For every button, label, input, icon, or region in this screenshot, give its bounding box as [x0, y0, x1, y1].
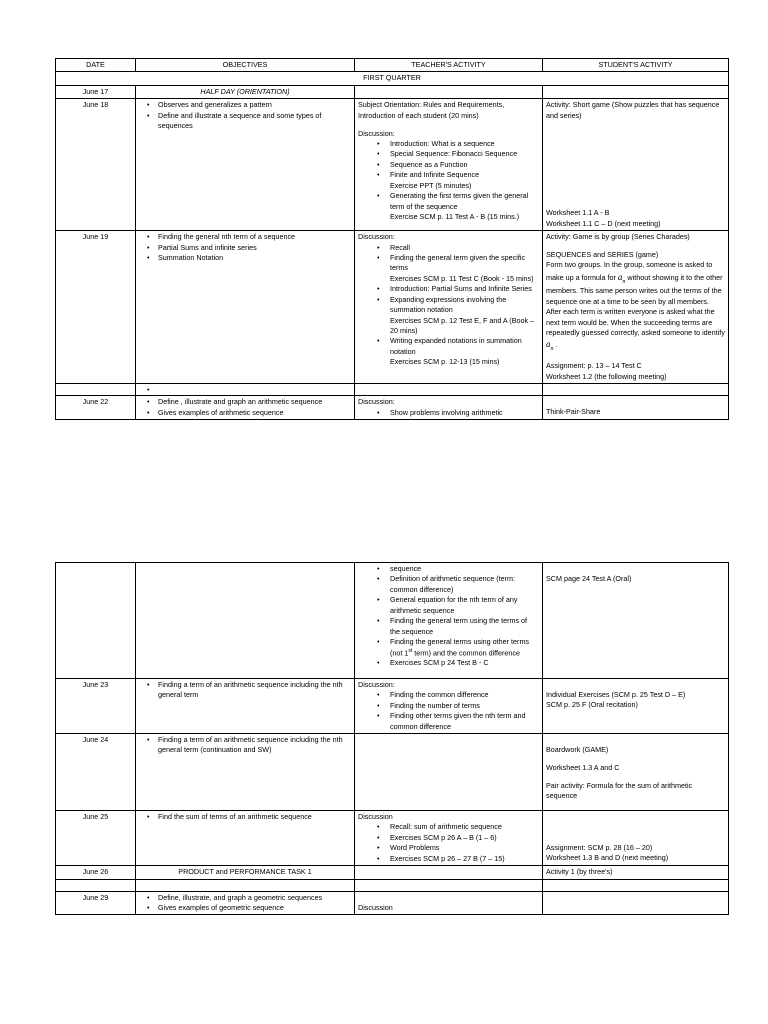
- header-date: DATE: [56, 59, 136, 72]
- list-item: • Exercises SCM p 24 Test B - C: [390, 658, 539, 668]
- list-item: • Find the sum of terms of an arithmetic sequence: [158, 812, 351, 822]
- list-item: • Special Sequence: Fibonacci Sequence: [390, 149, 539, 159]
- list-item: • Expanding expressions involving the summation notation Exercises SCM p. 12 Test E, F and A (Book – 20 mins): [390, 295, 539, 337]
- list-item: • Partial Sums and infinite series: [158, 243, 351, 253]
- student-cell: [543, 384, 729, 396]
- list-item: • Finding the general term using the terms of the sequence: [390, 616, 539, 637]
- objectives-cell: [136, 231, 355, 384]
- date-cell: June 19: [56, 231, 136, 384]
- header-row: [56, 59, 729, 72]
- table-row: [56, 384, 729, 396]
- header-student-activity: STUDENT'S ACTIVITY: [543, 59, 729, 72]
- game-title: SEQUENCES and SERIES (game): [546, 249, 659, 259]
- objectives-cell: [136, 733, 355, 810]
- student-activity: Activity 1 (by three's): [543, 866, 729, 879]
- teacher-cell: [355, 99, 543, 231]
- teacher-cell: [355, 678, 543, 733]
- list-item: • Show problems involving arithmetic: [390, 408, 539, 418]
- objectives-cell: [136, 99, 355, 231]
- discussion-label: Discussion:: [358, 232, 395, 242]
- table-row: [56, 879, 729, 891]
- worksheet-line: Worksheet 1.2 (the following meeting): [546, 371, 667, 381]
- date-cell: June 22: [56, 396, 136, 420]
- game-text: without showing it to the other members. This same person writes out the terms of the sequence one at a time to be seen by all members. After each term is written everyone is asked what the next term would be. When the succeeding terms are repeatedly guessed correctly, asked someone to identify: [546, 272, 725, 337]
- list-item: • sequence: [390, 564, 539, 574]
- table-row: [56, 810, 729, 865]
- orientation-note: HALF DAY (ORIENTATION): [136, 85, 355, 98]
- student-cell: [543, 733, 729, 810]
- performance-task: PRODUCT and PERFORMANCE TASK 1: [136, 866, 355, 879]
- student-activity: Activity: Game is by group (Series Charades): [546, 232, 690, 242]
- student-cell: [543, 678, 729, 733]
- student-line: Individual Exercises (SCM p. 25 Test D – E): [546, 689, 686, 699]
- list-item: • Finding a term of an arithmetic sequence including the nth general term: [158, 680, 351, 701]
- a-n-symbol: $a_n$: [546, 339, 554, 353]
- assignment-line: Assignment: p. 13 – 14 Test C: [546, 361, 642, 371]
- discussion-label: Discussion: [358, 902, 393, 912]
- list-item: • Gives examples of geometric sequence: [158, 903, 351, 913]
- list-item: • Finding the general nth term of a sequence: [158, 232, 351, 242]
- list-item: • Definition of arithmetic sequence (term: common difference): [390, 574, 539, 595]
- teacher-cell: [355, 85, 543, 98]
- list-item: • Finding the number of terms: [390, 701, 539, 711]
- list-item: • Observes and generalizes a pattern: [158, 100, 351, 110]
- student-line: Assignment: SCM p. 28 (16 – 20): [546, 842, 653, 852]
- student-cell: [543, 810, 729, 865]
- teacher-cell: [355, 384, 543, 396]
- list-item: • Recall: [390, 243, 539, 253]
- date-cell: [56, 384, 136, 396]
- teacher-intro: Subject Orientation: Rules and Requirements, Introduction of each student (20 mins): [358, 100, 505, 120]
- table-row: [56, 733, 729, 810]
- list-item: • Define and illustrate a sequence and some types of sequences: [158, 111, 351, 132]
- student-line: Boardwork (GAME): [546, 744, 609, 754]
- table-row: [56, 678, 729, 733]
- list-item: • Finding the common difference: [390, 690, 539, 700]
- table-row: [56, 231, 729, 384]
- student-activity: SCM page 24 Test A (Oral): [546, 574, 632, 583]
- list-item: • Generating the first terms given the general term of the sequence Exercise SCM p. 11 Test A - B (15 mins.): [390, 191, 539, 222]
- header-teacher-activity: TEACHER'S ACTIVITY: [355, 59, 543, 72]
- discussion-label: Discussion:: [358, 679, 395, 689]
- teacher-cell: [355, 810, 543, 865]
- student-activity: Activity: Short game (Show puzzles that has sequence and series): [546, 100, 720, 120]
- list-item: • Define, illustrate, and graph a geometric sequences: [158, 893, 351, 903]
- date-cell: June 25: [56, 810, 136, 865]
- list-item: • Sequence as a Function: [390, 160, 539, 170]
- table-row: [56, 396, 729, 420]
- date-cell: June 29: [56, 891, 136, 915]
- objectives-cell: [136, 678, 355, 733]
- student-cell: [543, 85, 729, 98]
- quarter-label: FIRST QUARTER: [56, 72, 729, 85]
- list-item: • Exercises SCM p 26 A – B (1 – 6): [390, 833, 539, 843]
- table-row: [56, 563, 729, 679]
- list-item: • Writing expanded notations in summation notation Exercises SCM p. 12-13 (15 mins): [390, 336, 539, 367]
- list-item: • Finding a term of an arithmetic sequence including the nth general term (continuation and SW): [158, 735, 351, 756]
- table-row: [56, 99, 729, 231]
- objectives-cell: [136, 879, 355, 891]
- date-cell: June 18: [56, 99, 136, 231]
- list-item: • Introduction: Partial Sums and Infinite Series: [390, 284, 539, 294]
- list-item: • General equation for the nth term of any arithmetic sequence: [390, 595, 539, 616]
- teacher-cell: [355, 231, 543, 384]
- a-n-symbol: $a_n$: [617, 271, 626, 285]
- student-cell: [543, 396, 729, 420]
- teacher-cell: [355, 879, 543, 891]
- date-cell: June 24: [56, 733, 136, 810]
- objectives-cell: [136, 384, 355, 396]
- student-line: Worksheet 1.3 B and D (next meeting): [546, 853, 669, 863]
- date-cell: June 17: [56, 85, 136, 98]
- list-item: • Finding other terms given the nth term and common difference: [390, 711, 539, 732]
- list-item: • Word Problems: [390, 843, 539, 853]
- student-activity: Think-Pair-Share: [546, 407, 601, 417]
- list-item: • Finding the general term given the specific terms Exercises SCM p. 11 Test C (Book - 15 mins): [390, 253, 539, 284]
- student-cell: Activity: Game is by group (Series Charades) SEQUENCES and SERIES (game) Form two groups. In the group, someone is asked to make up a formula for $a_n$ without showing it to the other members. This same person writes out the terms of the sequence one at a time to be seen by all members. After each term is written everyone is asked what the next term would be. When the succeeding terms are repeatedly guessed correctly, asked someone to identify $a_n$ . Assignment: p. 13 – 14 Test C Worksheet 1.2 (the following meeting): [543, 231, 729, 384]
- student-line: SCM p. 25 F (Oral recitation): [546, 700, 638, 710]
- objectives-cell: [136, 563, 355, 679]
- date-cell: June 26: [56, 866, 136, 879]
- teacher-cell: [355, 866, 543, 879]
- date-cell: [56, 879, 136, 891]
- student-cell: [543, 879, 729, 891]
- table-row: [56, 85, 729, 98]
- worksheet-line: Worksheet 1.1 C – D (next meeting): [546, 218, 661, 228]
- list-item: • Finding the general terms using other terms (not 1st term) and the common difference: [390, 637, 539, 658]
- list-item: • Introduction: What is a sequence: [390, 139, 539, 149]
- list-item: • Define , illustrate and graph an arithmetic sequence: [158, 397, 351, 407]
- student-cell: [543, 891, 729, 915]
- list-item: • Finite and Infinite Sequence Exercise PPT (5 minutes): [390, 170, 539, 191]
- lesson-plan-table-page-1: [55, 58, 729, 420]
- student-cell: [543, 99, 729, 231]
- lesson-plan-table-page-2: [55, 562, 729, 915]
- list-item: • Exercises SCM p 26 – 27 B (7 – 15): [390, 854, 539, 864]
- list-item: • Gives examples of arithmetic sequence: [158, 408, 351, 418]
- student-line: Worksheet 1.3 A and C: [546, 762, 620, 772]
- teacher-cell: [355, 733, 543, 810]
- teacher-cell: [355, 891, 543, 915]
- table-row: [56, 891, 729, 915]
- student-cell: [543, 563, 729, 679]
- date-cell: June 23: [56, 678, 136, 733]
- student-line: Pair activity: Formula for the sum of arithmetic sequence: [546, 780, 693, 801]
- list-item: • Recall: sum of arithmetic sequence: [390, 822, 539, 832]
- teacher-cell: [355, 563, 543, 679]
- objectives-cell: [136, 810, 355, 865]
- list-item: • Summation Notation: [158, 253, 351, 263]
- game-text: Form two groups. In the group, someone is asked to make up a formula for: [546, 260, 713, 282]
- discussion-label: Discussion: [358, 811, 393, 821]
- date-cell: [56, 563, 136, 679]
- objectives-cell: [136, 891, 355, 915]
- quarter-row: [56, 72, 729, 85]
- teacher-cell: [355, 396, 543, 420]
- header-objectives: OBJECTIVES: [136, 59, 355, 72]
- table-row: [56, 866, 729, 879]
- worksheet-line: Worksheet 1.1 A - B: [546, 208, 610, 218]
- discussion-label: Discussion:: [358, 397, 395, 407]
- objectives-cell: [136, 396, 355, 420]
- discussion-label: Discussion:: [358, 128, 395, 138]
